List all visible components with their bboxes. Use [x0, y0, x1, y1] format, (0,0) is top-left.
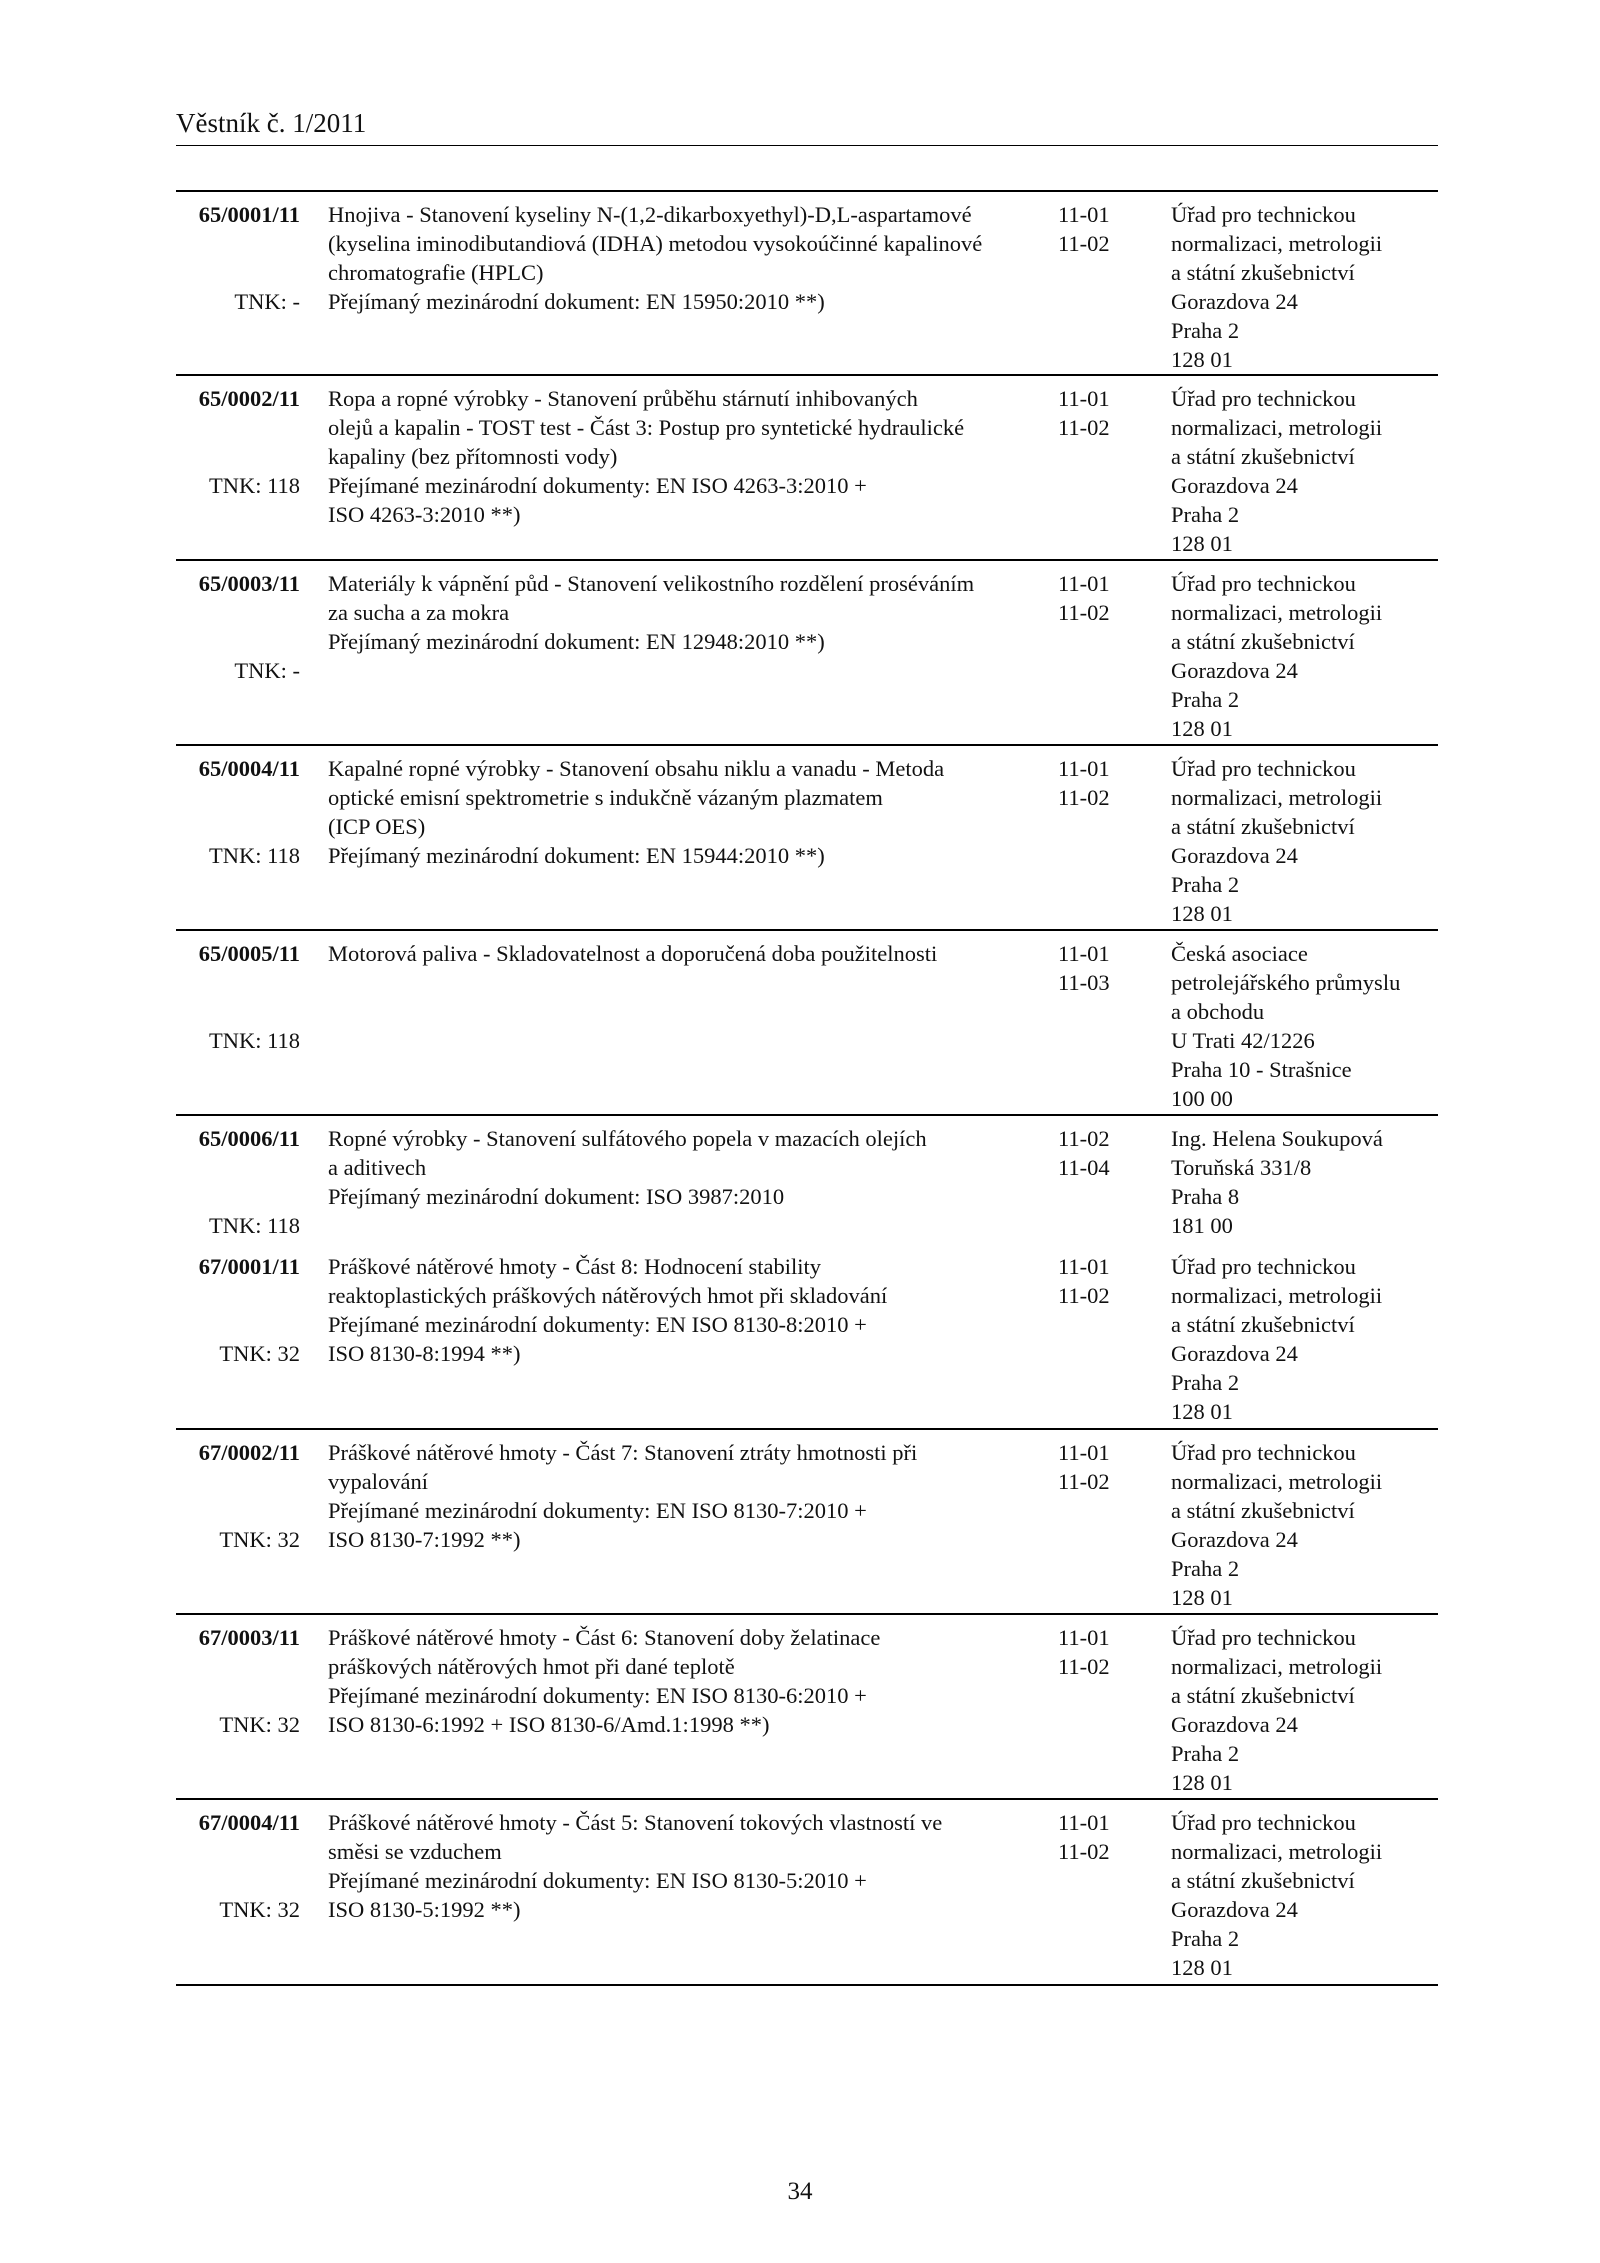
entry-tnk: TNK: 32: [219, 1712, 300, 1737]
standard-entry: [176, 192, 1438, 376]
entry-address-line: Praha 8: [1171, 1184, 1240, 1209]
entry-description-line: Práškové nátěrové hmoty - Část 7: Stanovení ztráty hmotnosti při: [328, 1440, 918, 1465]
standard-entry: [176, 1800, 1438, 1986]
entry-address-line: Úřad pro technickou: [1171, 1440, 1356, 1465]
entry-codes-line: 11-01: [1058, 756, 1110, 781]
entry-address-line: 181 00: [1171, 1213, 1233, 1238]
entry-address-line: 128 01: [1171, 1585, 1233, 1610]
entry-address-line: U Trati 42/1226: [1171, 1028, 1315, 1053]
entry-address-line: a státní zkušebnictví: [1171, 814, 1355, 839]
entry-codes-line: 11-02: [1058, 600, 1110, 625]
entry-description: [328, 939, 938, 968]
entry-address-line: Toruňská 331/8: [1171, 1155, 1312, 1180]
entry-description-line: Materiály k vápnění půd - Stanovení velikostního rozdělení proséváním: [328, 571, 975, 596]
entry-codes: [1058, 384, 1138, 442]
entry-description-line: ISO 8130-6:1992 + ISO 8130-6/Amd.1:1998 **): [328, 1712, 770, 1737]
standard-entry: [176, 1116, 1438, 1244]
entry-address-line: normalizaci, metrologii: [1171, 231, 1383, 256]
entry-id: 67/0002/11: [198, 1440, 300, 1465]
standards-list: [176, 192, 1438, 1986]
entry-description-line: ISO 8130-7:1992 **): [328, 1527, 521, 1552]
entry-address-line: a státní zkušebnictví: [1171, 1498, 1355, 1523]
entry-description-line: a aditivech: [328, 1155, 427, 1180]
entry-codes-line: 11-03: [1058, 970, 1110, 995]
entry-address-line: Praha 2: [1171, 1370, 1240, 1395]
entry-codes: [1058, 754, 1138, 812]
entry-address-line: Gorazdova 24: [1171, 473, 1298, 498]
entry-id: 65/0005/11: [198, 941, 300, 966]
entry-description-line: Přejímaný mezinárodní dokument: EN 15950:2010 **): [328, 289, 825, 314]
entry-description-line: (kyselina iminodibutandiová (IDHA) metodou vysokoúčinné kapalinové: [328, 231, 983, 256]
entry-tnk: TNK: 118: [208, 1213, 300, 1238]
entry-tnk: TNK: -: [234, 289, 300, 314]
entry-codes: [1058, 1438, 1138, 1496]
entry-address-line: a státní zkušebnictví: [1171, 444, 1355, 469]
entry-codes-line: 11-04: [1058, 1155, 1110, 1180]
entry-description-line: Ropa a ropné výrobky - Stanovení průběhu stárnutí inhibovaných: [328, 386, 918, 411]
entry-address-line: Ing. Helena Soukupová: [1171, 1126, 1383, 1151]
page-number: 34: [787, 2178, 813, 2205]
entry-id: 67/0001/11: [198, 1254, 300, 1279]
entry-address: [1171, 1124, 1436, 1240]
entry-description-line: kapaliny (bez přítomnosti vody): [328, 444, 618, 469]
entry-codes-line: 11-01: [1058, 1625, 1110, 1650]
entry-description-line: směsi se vzduchem: [328, 1839, 502, 1864]
entry-codes-line: 11-01: [1058, 1440, 1110, 1465]
page-header-title: Věstník č. 1/2011: [176, 108, 367, 138]
entry-address-line: normalizaci, metrologii: [1171, 1839, 1383, 1864]
entry-address: [1171, 1623, 1436, 1797]
entry-description-line: Ropné výrobky - Stanovení sulfátového popela v mazacích olejích: [328, 1126, 927, 1151]
entry-tnk: TNK: 32: [219, 1897, 300, 1922]
entry-address-line: normalizaci, metrologii: [1171, 1654, 1383, 1679]
entry-address: [1171, 1252, 1436, 1426]
entry-description-line: optické emisní spektrometrie s indukčně vázaným plazmatem: [328, 785, 883, 810]
entry-description-line: ISO 4263-3:2010 **): [328, 502, 521, 527]
entry-address-line: Česká asociace: [1171, 941, 1308, 966]
entry-description: [328, 569, 975, 656]
entry-address-line: a státní zkušebnictví: [1171, 629, 1355, 654]
entry-address-line: normalizaci, metrologii: [1171, 1283, 1383, 1308]
entry-address-line: Gorazdova 24: [1171, 843, 1298, 868]
entry-codes-line: 11-01: [1058, 386, 1110, 411]
entry-address-line: Úřad pro technickou: [1171, 1810, 1356, 1835]
entry-codes: [1058, 1808, 1138, 1866]
entry-description-line: Přejímané mezinárodní dokumenty: EN ISO 8130-6:2010 +: [328, 1683, 867, 1708]
entry-address: [1171, 200, 1436, 374]
entry-description-line: Přejímaný mezinárodní dokument: ISO 3987:2010: [328, 1184, 785, 1209]
entry-tnk: TNK: 32: [219, 1341, 300, 1366]
entry-description-line: reaktoplastických práškových nátěrových hmot při skladování: [328, 1283, 888, 1308]
entry-address-line: a státní zkušebnictví: [1171, 260, 1355, 285]
entry-codes: [1058, 1124, 1138, 1182]
entry-description-line: Hnojiva - Stanovení kyseliny N-(1,2-dikarboxyethyl)-D,L-aspartamové: [328, 202, 972, 227]
entry-address-line: Gorazdova 24: [1171, 658, 1298, 683]
entry-description-line: vypalování: [328, 1469, 428, 1494]
entry-address-line: Gorazdova 24: [1171, 1712, 1298, 1737]
entry-address-line: Úřad pro technickou: [1171, 1254, 1356, 1279]
entry-description-line: chromatografie (HPLC): [328, 260, 544, 285]
header-divider: [176, 145, 1438, 146]
entry-address-line: 100 00: [1171, 1086, 1233, 1111]
entry-address-line: Gorazdova 24: [1171, 289, 1298, 314]
standard-entry: [176, 931, 1438, 1116]
entry-description-line: práškových nátěrových hmot při dané teplotě: [328, 1654, 735, 1679]
entry-id: 67/0004/11: [198, 1810, 300, 1835]
entry-address: [1171, 1438, 1436, 1612]
entry-description-line: Práškové nátěrové hmoty - Část 8: Hodnocení stability: [328, 1254, 822, 1279]
entry-address-line: Gorazdova 24: [1171, 1527, 1298, 1552]
entry-codes: [1058, 1252, 1138, 1310]
entry-address-line: Gorazdova 24: [1171, 1341, 1298, 1366]
entry-tnk: TNK: 118: [208, 473, 300, 498]
entry-description-line: olejů a kapalin - TOST test - Část 3: Postup pro syntetické hydraulické: [328, 415, 965, 440]
entry-codes: [1058, 939, 1138, 997]
entry-id: 65/0002/11: [198, 386, 300, 411]
entry-description-line: za sucha a za mokra: [328, 600, 510, 625]
entry-address-line: a státní zkušebnictví: [1171, 1312, 1355, 1337]
entry-description: [328, 1124, 927, 1211]
entry-address-line: Praha 2: [1171, 872, 1240, 897]
entry-address: [1171, 384, 1436, 558]
entry-description: [328, 754, 945, 870]
entry-address-line: normalizaci, metrologii: [1171, 785, 1383, 810]
standard-entry: [176, 746, 1438, 931]
entry-address-line: 128 01: [1171, 1399, 1233, 1424]
entry-description: [328, 1808, 943, 1924]
entry-address-line: 128 01: [1171, 901, 1233, 926]
entry-address-line: Praha 2: [1171, 1926, 1240, 1951]
entry-address-line: 128 01: [1171, 716, 1233, 741]
entry-codes-line: 11-01: [1058, 571, 1110, 596]
standard-entry: [176, 561, 1438, 746]
entry-codes: [1058, 1623, 1138, 1681]
entry-description: [328, 1623, 888, 1739]
standard-entry: [176, 1430, 1438, 1615]
entry-tnk: TNK: 32: [219, 1527, 300, 1552]
entry-codes-line: 11-02: [1058, 231, 1110, 256]
entry-description-line: Kapalné ropné výrobky - Stanovení obsahu niklu a vanadu - Metoda: [328, 756, 945, 781]
entry-codes-line: 11-02: [1058, 1654, 1110, 1679]
entry-description-line: Motorová paliva - Skladovatelnost a doporučená doba použitelnosti: [328, 941, 938, 966]
entry-description-line: Práškové nátěrové hmoty - Část 6: Stanovení doby želatinace: [328, 1625, 881, 1650]
entry-address-line: Praha 10 - Strašnice: [1171, 1057, 1352, 1082]
standard-entry: [176, 376, 1438, 561]
entry-tnk: TNK: 118: [208, 843, 300, 868]
entry-description-line: Přejímané mezinárodní dokumenty: EN ISO 4263-3:2010 +: [328, 473, 867, 498]
entry-codes: [1058, 200, 1138, 258]
entry-address-line: 128 01: [1171, 531, 1233, 556]
entry-codes: [1058, 569, 1138, 627]
entry-address-line: Praha 2: [1171, 502, 1240, 527]
entry-codes-line: 11-02: [1058, 415, 1110, 440]
entry-address-line: Úřad pro technickou: [1171, 756, 1356, 781]
entry-address-line: petrolejářského průmyslu: [1171, 970, 1401, 995]
entry-description-line: ISO 8130-8:1994 **): [328, 1341, 521, 1366]
entry-address-line: normalizaci, metrologii: [1171, 415, 1383, 440]
entry-description-line: Přejímané mezinárodní dokumenty: EN ISO 8130-8:2010 +: [328, 1312, 867, 1337]
entry-address-line: Úřad pro technickou: [1171, 386, 1356, 411]
standard-entry: [176, 1244, 1438, 1430]
entry-codes-line: 11-02: [1058, 1839, 1110, 1864]
entry-address-line: Úřad pro technickou: [1171, 1625, 1356, 1650]
entry-id: 67/0003/11: [198, 1625, 300, 1650]
entry-address-line: Úřad pro technickou: [1171, 202, 1356, 227]
entry-description-line: Přejímané mezinárodní dokumenty: EN ISO 8130-5:2010 +: [328, 1868, 867, 1893]
entry-codes-line: 11-02: [1058, 1469, 1110, 1494]
entry-address-line: normalizaci, metrologii: [1171, 1469, 1383, 1494]
entry-description-line: Práškové nátěrové hmoty - Část 5: Stanovení tokových vlastností ve: [328, 1810, 943, 1835]
entry-codes-line: 11-02: [1058, 1283, 1110, 1308]
entry-description-line: Přejímané mezinárodní dokumenty: EN ISO 8130-7:2010 +: [328, 1498, 867, 1523]
entry-id: 65/0001/11: [198, 202, 300, 227]
entry-address-line: 128 01: [1171, 1955, 1233, 1980]
entry-description: [328, 200, 983, 316]
standard-entry: [176, 1615, 1438, 1800]
entry-id: 65/0004/11: [198, 756, 300, 781]
entry-address-line: Praha 2: [1171, 687, 1240, 712]
entry-address-line: a státní zkušebnictví: [1171, 1683, 1355, 1708]
entry-address-line: Praha 2: [1171, 318, 1240, 343]
entry-description: [328, 1252, 888, 1368]
entry-address-line: Praha 2: [1171, 1741, 1240, 1766]
entry-id: 65/0003/11: [198, 571, 300, 596]
entry-codes-line: 11-01: [1058, 1254, 1110, 1279]
entry-description-line: (ICP OES): [328, 814, 426, 839]
entry-address: [1171, 754, 1436, 928]
entry-address-line: 128 01: [1171, 1770, 1233, 1795]
entry-address-line: Úřad pro technickou: [1171, 571, 1356, 596]
entry-address-line: 128 01: [1171, 347, 1233, 372]
entry-address: [1171, 569, 1436, 743]
entry-address: [1171, 1808, 1436, 1982]
entry-description-line: Přejímaný mezinárodní dokument: EN 12948:2010 **): [328, 629, 825, 654]
entry-codes-line: 11-02: [1058, 1126, 1110, 1151]
entry-codes-line: 11-01: [1058, 202, 1110, 227]
entry-address: [1171, 939, 1436, 1113]
entry-id: 65/0006/11: [198, 1126, 300, 1151]
entry-address-line: a obchodu: [1171, 999, 1265, 1024]
entry-codes-line: 11-01: [1058, 1810, 1110, 1835]
entry-address-line: Praha 2: [1171, 1556, 1240, 1581]
entry-codes-line: 11-02: [1058, 785, 1110, 810]
entry-address-line: normalizaci, metrologii: [1171, 600, 1383, 625]
entry-description-line: ISO 8130-5:1992 **): [328, 1897, 521, 1922]
entry-address-line: a státní zkušebnictví: [1171, 1868, 1355, 1893]
entry-tnk: TNK: -: [234, 658, 300, 683]
entry-description: [328, 1438, 918, 1554]
entry-description-line: Přejímaný mezinárodní dokument: EN 15944:2010 **): [328, 843, 825, 868]
entry-address-line: Gorazdova 24: [1171, 1897, 1298, 1922]
entry-description: [328, 384, 965, 529]
entry-codes-line: 11-01: [1058, 941, 1110, 966]
entry-tnk: TNK: 118: [208, 1028, 300, 1053]
